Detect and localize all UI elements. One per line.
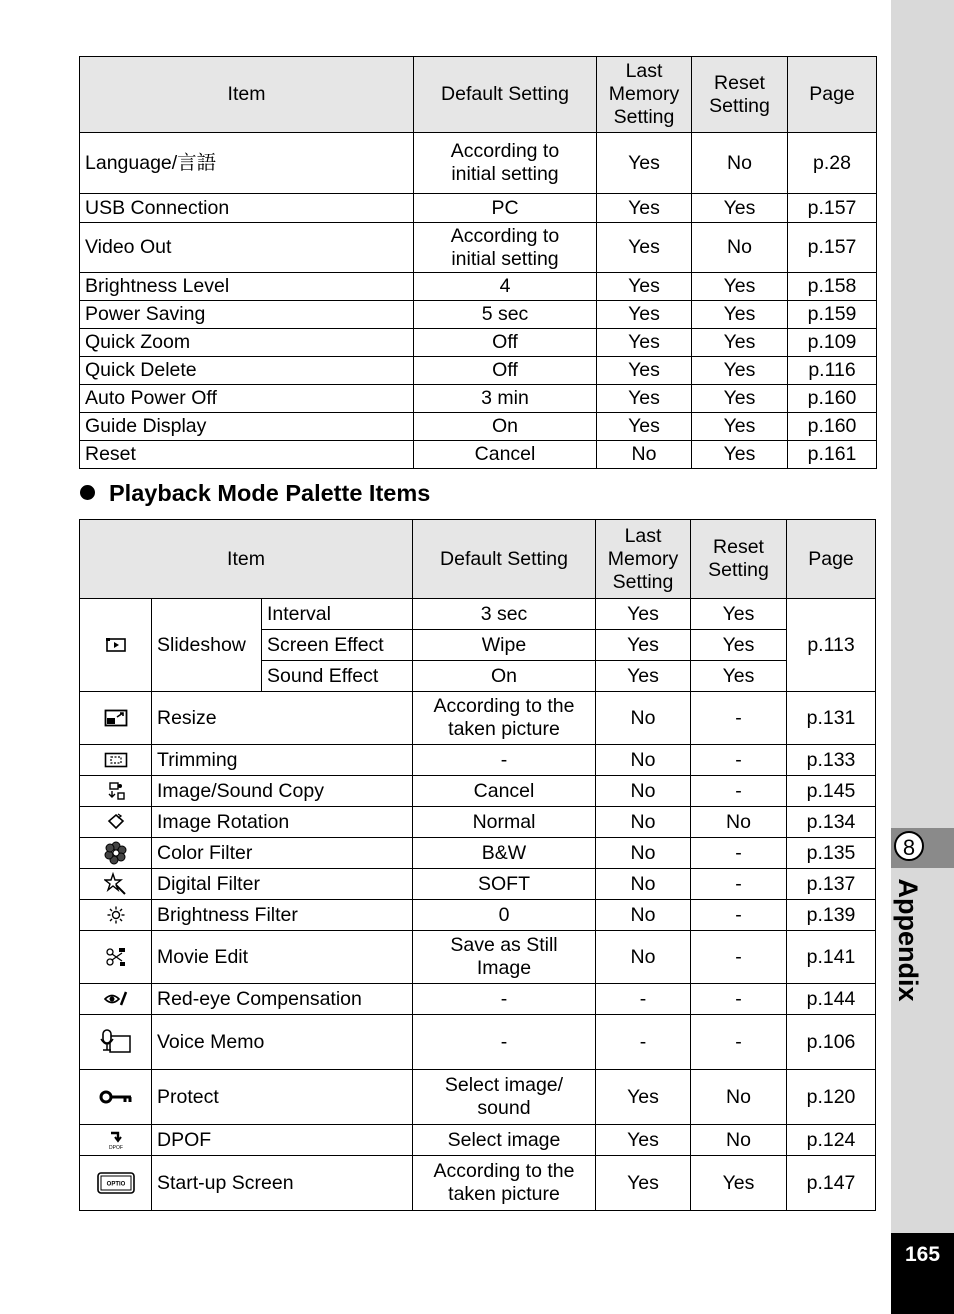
table-row (80, 984, 876, 1015)
row-page: p.160 (788, 413, 877, 441)
table-header-row (80, 57, 877, 133)
row-last-memory: No (596, 807, 691, 838)
row-last-memory: No (596, 838, 691, 869)
header-reset: Reset Setting (692, 57, 788, 133)
row-reset: No (691, 807, 787, 838)
table-row (80, 1070, 876, 1125)
table-row (80, 194, 877, 223)
row-page: p.28 (788, 133, 877, 194)
table-row (80, 838, 876, 869)
row-reset: - (691, 931, 787, 984)
row-item: Image/Sound Copy (152, 776, 413, 807)
row-default: 3 min (414, 385, 597, 413)
row-default: 5 sec (414, 301, 597, 329)
row-last-memory: Yes (596, 1070, 691, 1125)
row-reset: Yes (692, 385, 788, 413)
table-row (80, 776, 876, 807)
row-page: p.158 (788, 273, 877, 301)
row-default: On (413, 661, 596, 692)
header-item: Item (80, 520, 413, 599)
row-item: Image Rotation (152, 807, 413, 838)
row-reset: Yes (691, 599, 787, 630)
row-reset: Yes (691, 1156, 787, 1211)
settings-table (79, 56, 877, 469)
header-page: Page (788, 57, 877, 133)
row-reset: Yes (692, 301, 788, 329)
row-item: Brightness Filter (152, 900, 413, 931)
row-default: B&W (413, 838, 596, 869)
row-default: - (413, 984, 596, 1015)
row-last-memory: No (596, 776, 691, 807)
row-reset: Yes (692, 273, 788, 301)
row-reset: - (691, 838, 787, 869)
table-row (80, 900, 876, 931)
row-page: p.160 (788, 385, 877, 413)
row-default: Cancel (414, 441, 597, 469)
row-reset: - (691, 776, 787, 807)
playback-palette-table (79, 519, 876, 1211)
row-reset: No (692, 223, 788, 273)
row-default: 4 (414, 273, 597, 301)
digital-filter-icon (80, 872, 151, 896)
row-reset: No (691, 1070, 787, 1125)
row-subitem: Screen Effect (262, 630, 413, 661)
row-page: p.109 (788, 329, 877, 357)
section-title: Appendix (893, 878, 923, 1002)
row-item: Language/言語 (80, 133, 414, 194)
row-item: Guide Display (80, 413, 414, 441)
row-last-memory: Yes (597, 273, 692, 301)
row-item: Digital Filter (152, 869, 413, 900)
row-item: Start-up Screen (152, 1156, 413, 1211)
row-page: p.120 (787, 1070, 876, 1125)
section-number: 8 (894, 831, 924, 861)
page-number: 165 (891, 1233, 954, 1314)
row-item: Resize (152, 692, 413, 745)
row-default: Normal (413, 807, 596, 838)
row-default: According to the taken picture (413, 692, 596, 745)
row-reset: Yes (691, 661, 787, 692)
header-default: Default Setting (414, 57, 597, 133)
table-row (80, 357, 877, 385)
voice-memo-icon (80, 1028, 151, 1056)
row-default: Select image (413, 1125, 596, 1156)
table-row (80, 301, 877, 329)
row-page: p.106 (787, 1015, 876, 1070)
table-row (80, 441, 877, 469)
bullet-icon (80, 485, 95, 500)
row-item: Protect (152, 1070, 413, 1125)
row-default: Wipe (413, 630, 596, 661)
row-last-memory: Yes (597, 357, 692, 385)
row-item: Reset (80, 441, 414, 469)
startup-screen-icon (80, 1172, 151, 1194)
row-default: SOFT (413, 869, 596, 900)
row-last-memory: No (596, 931, 691, 984)
row-reset: No (691, 1125, 787, 1156)
row-item: Red-eye Compensation (152, 984, 413, 1015)
row-page: p.147 (787, 1156, 876, 1211)
table-row (80, 329, 877, 357)
row-reset: Yes (692, 357, 788, 385)
row-page: p.116 (788, 357, 877, 385)
row-last-memory: Yes (596, 1156, 691, 1211)
row-reset: Yes (692, 413, 788, 441)
row-last-memory: Yes (597, 385, 692, 413)
row-default: Cancel (413, 776, 596, 807)
row-page: p.139 (787, 900, 876, 931)
row-last-memory: No (597, 441, 692, 469)
color-filter-icon (80, 841, 151, 865)
table-row (80, 133, 877, 194)
row-last-memory: Yes (596, 599, 691, 630)
header-item: Item (80, 57, 414, 133)
row-reset: - (691, 692, 787, 745)
header-last-memory: Last Memory Setting (596, 520, 691, 599)
slideshow-icon (80, 637, 151, 653)
row-page: p.157 (788, 223, 877, 273)
row-item: Trimming (152, 745, 413, 776)
row-reset: - (691, 984, 787, 1015)
table-row (80, 273, 877, 301)
row-subitem: Sound Effect (262, 661, 413, 692)
row-default: - (413, 1015, 596, 1070)
row-default: According to the taken picture (413, 1156, 596, 1211)
dpof-icon (80, 1130, 151, 1150)
row-default: Off (414, 329, 597, 357)
svg-text:OPTIO: OPTIO (106, 1181, 125, 1188)
row-last-memory: No (596, 869, 691, 900)
row-default: Save as Still Image (413, 931, 596, 984)
row-reset: Yes (691, 630, 787, 661)
row-item: Slideshow (152, 599, 262, 692)
row-last-memory: Yes (597, 194, 692, 223)
row-reset: - (691, 900, 787, 931)
row-default: According to initial setting (414, 223, 597, 273)
row-reset: Yes (692, 194, 788, 223)
row-item: Quick Delete (80, 357, 414, 385)
row-last-memory: No (596, 745, 691, 776)
movie-edit-icon (80, 946, 151, 968)
sidebar-strip (891, 0, 954, 1314)
protect-key-icon (80, 1090, 151, 1104)
row-reset: - (691, 745, 787, 776)
row-page: p.133 (787, 745, 876, 776)
row-item: Movie Edit (152, 931, 413, 984)
row-item: Color Filter (152, 838, 413, 869)
row-last-memory: - (596, 984, 691, 1015)
row-page: p.137 (787, 869, 876, 900)
table-row (80, 223, 877, 273)
table-row (80, 869, 876, 900)
brightness-filter-icon (80, 906, 151, 924)
row-page: p.157 (788, 194, 877, 223)
table-row (80, 385, 877, 413)
section-heading: Playback Mode Palette Items (80, 478, 430, 508)
row-last-memory: Yes (597, 223, 692, 273)
row-default: PC (414, 194, 597, 223)
table-row (80, 1125, 876, 1156)
row-item: Power Saving (80, 301, 414, 329)
row-last-memory: No (596, 900, 691, 931)
row-last-memory: No (596, 692, 691, 745)
row-last-memory: Yes (597, 329, 692, 357)
row-item: Voice Memo (152, 1015, 413, 1070)
row-page: p.144 (787, 984, 876, 1015)
row-last-memory: - (596, 1015, 691, 1070)
row-page: p.145 (787, 776, 876, 807)
trimming-icon (80, 752, 151, 768)
row-item: Video Out (80, 223, 414, 273)
row-subitem: Interval (262, 599, 413, 630)
header-reset: Reset Setting (691, 520, 787, 599)
row-last-memory: Yes (597, 133, 692, 194)
row-reset: - (691, 1015, 787, 1070)
row-last-memory: Yes (597, 301, 692, 329)
svg-text:DPOF: DPOF (108, 1145, 123, 1150)
resize-icon (80, 709, 151, 727)
row-reset: - (691, 869, 787, 900)
header-page: Page (787, 520, 876, 599)
row-page: p.159 (788, 301, 877, 329)
red-eye-icon (80, 991, 151, 1007)
row-page: p.135 (787, 838, 876, 869)
row-last-memory: Yes (596, 1125, 691, 1156)
row-last-memory: Yes (597, 413, 692, 441)
image-rotation-icon (80, 813, 151, 831)
table-row (80, 692, 876, 745)
row-item: Quick Zoom (80, 329, 414, 357)
row-item: DPOF (152, 1125, 413, 1156)
row-default: 0 (413, 900, 596, 931)
row-page: p.131 (787, 692, 876, 745)
table-header-row (80, 520, 876, 599)
table-row (80, 599, 876, 630)
row-default: Off (414, 357, 597, 385)
row-default: On (414, 413, 597, 441)
table-row (80, 807, 876, 838)
row-item: Brightness Level (80, 273, 414, 301)
table-row (80, 413, 877, 441)
row-last-memory: Yes (596, 630, 691, 661)
row-reset: Yes (692, 441, 788, 469)
table-row (80, 1156, 876, 1211)
header-default: Default Setting (413, 520, 596, 599)
image-sound-copy-icon (80, 782, 151, 800)
row-page: p.161 (788, 441, 877, 469)
row-item: Auto Power Off (80, 385, 414, 413)
table-row (80, 931, 876, 984)
row-reset: No (692, 133, 788, 194)
row-page: p.141 (787, 931, 876, 984)
row-default: Select image/ sound (413, 1070, 596, 1125)
row-item: USB Connection (80, 194, 414, 223)
row-reset: Yes (692, 329, 788, 357)
row-page: p.134 (787, 807, 876, 838)
row-page: p.124 (787, 1125, 876, 1156)
row-default: According to initial setting (414, 133, 597, 194)
row-last-memory: Yes (596, 661, 691, 692)
row-default: - (413, 745, 596, 776)
table-row (80, 1015, 876, 1070)
header-last-memory: Last Memory Setting (597, 57, 692, 133)
row-default: 3 sec (413, 599, 596, 630)
row-page: p.113 (787, 599, 876, 692)
table-row (80, 745, 876, 776)
